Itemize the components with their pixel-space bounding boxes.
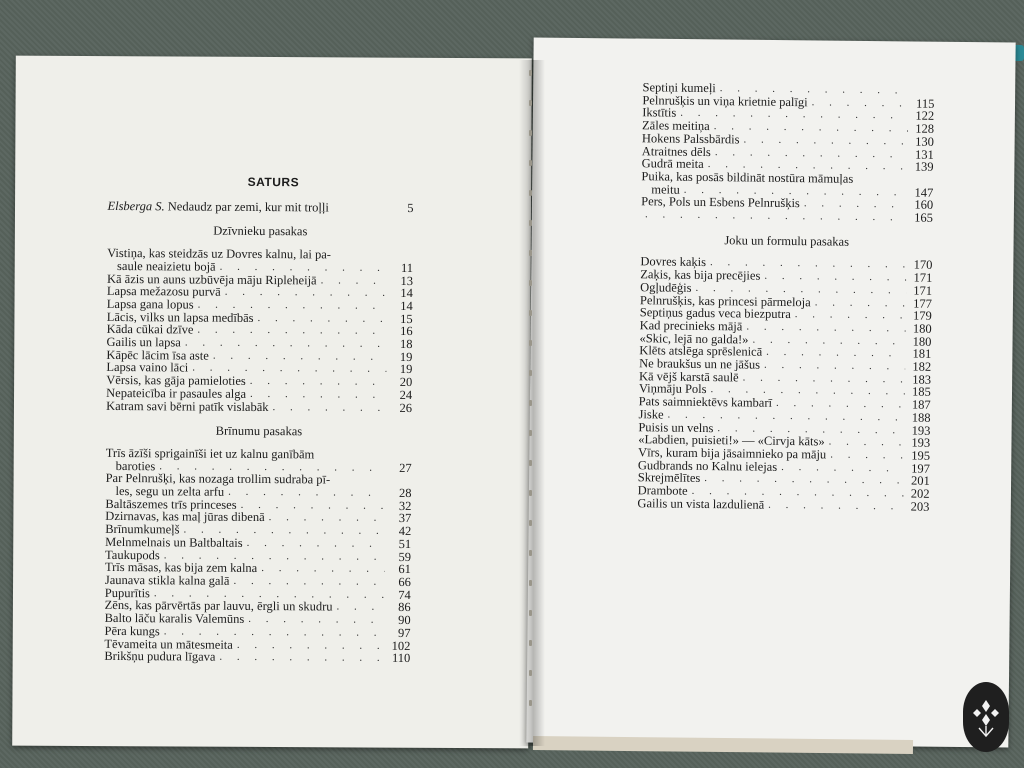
- toc-entry-page: 147: [914, 185, 934, 200]
- leader-dots: [247, 537, 386, 551]
- binding-stitch: [529, 520, 532, 526]
- toc-entry-page: 128: [915, 121, 935, 136]
- toc-entry-title: Ne braukšus un ne jāšus: [639, 356, 761, 372]
- toc-entry-title: Gudbrands no Kalnu ielejas: [637, 457, 778, 474]
- toc-entry-title: Ikstītis: [642, 105, 677, 121]
- leader-dots: [269, 512, 386, 526]
- binding-stitch: [529, 700, 532, 706]
- leader-dots: [213, 349, 387, 363]
- toc-entry-page: 16: [400, 324, 413, 339]
- toc-entry-page: 201: [910, 473, 930, 489]
- toc-entry-page: 181: [912, 346, 932, 362]
- toc-entry-title: Dzirnavas, kas maļ jūras dibenā: [105, 509, 265, 525]
- leader-dots: [228, 486, 385, 500]
- leader-dots: [804, 198, 907, 212]
- toc-entry-page: 61: [398, 562, 412, 577]
- leader-dots: [321, 274, 387, 287]
- toc-intro-entry: [107, 200, 413, 215]
- binding-stitch: [529, 370, 532, 376]
- toc-entry-page: 122: [915, 108, 935, 124]
- toc-entry-title: Kad precinieks mājā: [639, 318, 743, 334]
- toc-entry-page: 177: [913, 296, 933, 311]
- toc-entry-page: 26: [399, 400, 413, 415]
- toc-entry-page: 115: [915, 96, 935, 111]
- toc-entry-title: Jiske: [638, 407, 664, 422]
- toc-entry-title: Kā āzis un auns uzbūvēja māju Ripleheijā: [106, 271, 317, 287]
- leader-dots: [250, 388, 386, 402]
- binding-stitch: [529, 70, 532, 76]
- toc-entry-title: Klēts atslēga sprēslenicā: [639, 343, 763, 360]
- toc-entry: [104, 650, 410, 665]
- leader-dots: [830, 449, 904, 463]
- binding-stitch: [529, 640, 532, 646]
- toc-entry-title: Vīrs, kuram bija jāsaimnieko pa māju: [638, 445, 827, 462]
- toc-entry-title: Vērsis, kas gāja pamieloties: [106, 373, 246, 389]
- leader-dots: [645, 208, 907, 224]
- toc-entry-title: Lācis, vilks un lapsa medībās: [106, 309, 254, 325]
- binding-stitch: [529, 250, 532, 256]
- binding-stitch: [529, 460, 532, 466]
- toc-entry-page: 24: [399, 387, 413, 402]
- toc-entry-title: Vistiņa, kas steidzās uz Dovres kalnu, lai pa-: [107, 246, 332, 262]
- right-section-entries: [637, 256, 932, 514]
- toc-entry-title: Kā vējš karstā saulē: [638, 368, 739, 385]
- toc-entry-page: 130: [915, 134, 934, 149]
- toc-entry-page: 182: [912, 359, 932, 374]
- toc-entry-page: 171: [913, 270, 933, 285]
- leader-dots: [829, 436, 905, 450]
- toc-entry: [641, 208, 933, 224]
- toc-entry-page: 74: [398, 587, 411, 602]
- toc-entry-title: Trīs māsas, kas bija zem kalna: [104, 560, 258, 576]
- toc-entry-page: 18: [399, 337, 413, 352]
- toc-entry-title: Hokens Palssbārdis: [641, 131, 740, 147]
- toc-entry-title: Atraitnes dēls: [641, 143, 711, 159]
- toc-entry-page: 195: [911, 448, 931, 463]
- toc-entry-title: saule neaizietu bojā: [117, 258, 216, 274]
- leader-dots: [219, 651, 384, 665]
- toc-entry-title: Pelnrušķis un viņa krietnie palīgi: [642, 92, 808, 109]
- toc-entry-title: Lapsa gana lopus: [106, 296, 194, 312]
- toc-entry-title: Brikšņu pudura līgava: [104, 649, 216, 664]
- toc-entry-page: 160: [914, 197, 934, 213]
- binding-stitch: [529, 610, 532, 616]
- toc-entry: [106, 399, 412, 414]
- leader-dots: [812, 96, 909, 110]
- toc-entry-title: Jaunava stikla kalna galā: [104, 572, 230, 588]
- toc-entry-title: Par Pelnrušķi, kas nozaga trollim sudraba pī-: [105, 471, 331, 487]
- toc-entry-title: Kāda cūkai dzīve: [106, 322, 194, 337]
- toc-entry-page: 193: [911, 435, 931, 451]
- toc-entry-title: Lapsa mežazosu purvā: [106, 284, 221, 299]
- toc-entry-title: Gailis un vista lazdulienā: [637, 495, 765, 512]
- toc-entry-title: Pēra kungs: [104, 623, 160, 639]
- toc-entry-page: 179: [912, 308, 932, 324]
- binding-stitch: [529, 130, 532, 136]
- binding-stitch: [529, 340, 532, 346]
- leader-dots: [248, 613, 384, 627]
- toc-entry-page: 180: [912, 321, 932, 336]
- toc-entry-title: Trīs āzīši sprigainīši iet uz kalnu ganībām: [105, 445, 315, 462]
- toc-entry-title: Pelnrušķis, kas princesi pārmeloja: [639, 292, 811, 309]
- toc-entry-title: Katram savi bērni patīk vislabāk: [106, 398, 269, 414]
- binding-stitch: [529, 220, 532, 226]
- toc-entry-title: «Skic, lejā no galda!»: [639, 330, 749, 347]
- toc-entry-title: Septiņi kumeļi: [642, 80, 716, 96]
- toc-entry-page: 165: [914, 210, 934, 225]
- toc-entry-page: 86: [398, 600, 411, 615]
- toc-entry-title: meitu: [651, 181, 680, 197]
- toc-entry-page: 13: [400, 273, 414, 288]
- toc-entry-title: Zaķis, kas bija precējies: [640, 267, 761, 283]
- toc-entry-page: 187: [911, 397, 931, 412]
- toc-entry-page: 110: [391, 651, 411, 666]
- toc-entry-title: Zēns, kas pārvērtās par lauvu, ērgli un skudru: [104, 598, 333, 614]
- toc-entry-title: Puika, kas posās bildināt nostūra māmuļas: [641, 169, 854, 186]
- binding-stitch: [529, 580, 532, 586]
- spine-strip: [533, 736, 913, 754]
- toc-entry-title: Septiņus gadus veca biezputra: [639, 305, 791, 322]
- toc-entry-title: Nepateicība ir pasaules alga: [106, 385, 247, 401]
- toc-entry-title: Tēvameita un mātesmeita: [104, 636, 233, 652]
- binding-stitches: [529, 70, 533, 730]
- binding-stitch: [529, 490, 532, 496]
- toc-entry-page: 32: [398, 498, 412, 513]
- toc-entry-title: Melnmelnais un Baltbaltais: [105, 534, 243, 550]
- toc-entry-page: 28: [398, 486, 412, 501]
- toc-entry-page: 90: [398, 613, 411, 628]
- leader-dots: [225, 286, 387, 300]
- toc-entry-page: 197: [911, 461, 931, 476]
- toc-entry-page: 42: [398, 524, 412, 539]
- toc-entry-page: 180: [912, 334, 932, 349]
- toc-entry-title: baroties: [115, 458, 156, 473]
- leader-dots: [815, 296, 906, 310]
- toc-entry-title: Pers, Pols un Esbens Pelnrušķis: [641, 194, 800, 211]
- section-heading: Brīnumu pasakas: [215, 423, 303, 439]
- toc-entry-page: 19: [399, 362, 413, 377]
- toc-title: SATURS: [247, 174, 300, 190]
- leader-dots: [768, 499, 903, 513]
- binding-stitch: [529, 400, 532, 406]
- toc-entry-page: 14: [400, 286, 413, 301]
- binding-stitch: [529, 160, 532, 166]
- toc-entry-page: 51: [398, 536, 412, 551]
- leader-dots: [336, 601, 384, 614]
- diamond-flower-watermark-icon: [963, 682, 1009, 752]
- toc-entry-title: Skrejmēlītes: [637, 470, 701, 486]
- toc-entry-page: 170: [913, 257, 933, 273]
- toc-entry-title: Dovres kaķis: [640, 254, 707, 270]
- leader-dots: [258, 312, 387, 326]
- section-heading-jokes: Joku un formulu pasakas: [724, 232, 850, 249]
- binding-stitch: [529, 430, 532, 436]
- leader-dots: [261, 562, 385, 576]
- binding-stitch: [529, 670, 532, 676]
- intro-author: Elsberga S.: [107, 198, 165, 214]
- toc-entry-title: Viņmāju Pols: [638, 381, 707, 397]
- toc-entry-title: Taukupods: [105, 547, 160, 562]
- toc-entry-page: 27: [399, 460, 412, 475]
- toc-entry-page: 14: [400, 298, 413, 313]
- toc-entry-title: Lapsa vaino lāci: [106, 360, 189, 375]
- binding-stitch: [529, 550, 532, 556]
- toc-entry-page: 15: [400, 311, 413, 326]
- intro-text: Nedaudz par zemi, kur mit troļļi: [167, 199, 329, 215]
- toc-entry-title: «Labdien, puisieti!» — «Cirvja kāts»: [638, 432, 825, 449]
- toc-entry-title: Drambote: [637, 483, 688, 498]
- toc-entry-title: Ogļudēģis: [640, 280, 692, 295]
- toc-entry-page: 202: [910, 486, 930, 501]
- toc-entry-title: Baltāszemes trīs princeses: [105, 496, 237, 512]
- toc-entry-page: 37: [398, 511, 412, 526]
- toc-entry-page: 193: [911, 423, 931, 438]
- toc-entry-page: 97: [397, 625, 411, 640]
- toc-entry-page: 11: [400, 260, 414, 275]
- toc-entry-title: Puisis un velns: [638, 419, 714, 435]
- toc-entry-title: Kāpēc lācim īsa aste: [106, 347, 209, 363]
- toc-entry-title: Zāles meitiņa: [642, 118, 710, 134]
- toc-entry-page: 171: [913, 283, 933, 298]
- toc-entry-page: 131: [914, 147, 934, 162]
- leader-dots: [250, 375, 387, 389]
- leader-dots: [237, 638, 385, 652]
- intro-page: 5: [407, 200, 414, 215]
- toc-entry-page: 59: [398, 549, 412, 564]
- toc-entry-page: 188: [911, 410, 931, 425]
- toc-entry-title: Gudrā meita: [641, 156, 704, 172]
- toc-entry-title: les, segu un zelta arfu: [115, 484, 225, 499]
- toc-left-column: [104, 175, 413, 665]
- toc-entry-page: 20: [399, 375, 413, 390]
- binding-stitch: [529, 100, 532, 106]
- toc-entry-title: Pats saimniektēvs kambarī: [638, 394, 773, 411]
- section-heading: Dzīvnieku pasakas: [213, 224, 308, 239]
- toc-entry-page: 139: [914, 159, 934, 175]
- toc-entry-title: Pupurītis: [104, 585, 150, 600]
- binding-stitch: [529, 280, 532, 286]
- toc-right-column: [637, 81, 934, 513]
- binding-stitch: [529, 190, 532, 196]
- toc-entry-title: Gailis un lapsa: [106, 334, 181, 350]
- toc-entry-page: 185: [912, 385, 931, 400]
- toc-entry: [105, 574, 411, 589]
- right-top-entries: [641, 81, 935, 224]
- leader-dots: [233, 575, 384, 589]
- toc-entry-page: 66: [398, 574, 411, 590]
- toc-entry-page: 183: [912, 372, 932, 387]
- toc-entry-title: Balto lāču karalis Valemūns: [104, 611, 245, 626]
- toc-entry-page: 102: [391, 638, 411, 653]
- leader-dots: [272, 401, 386, 414]
- toc-entry-title: Brīnumkumeļš: [105, 522, 180, 537]
- left-sections: [104, 224, 413, 665]
- binding-stitch: [529, 310, 532, 316]
- toc-entry-page: 19: [399, 349, 413, 364]
- toc-entry-page: 203: [910, 499, 930, 514]
